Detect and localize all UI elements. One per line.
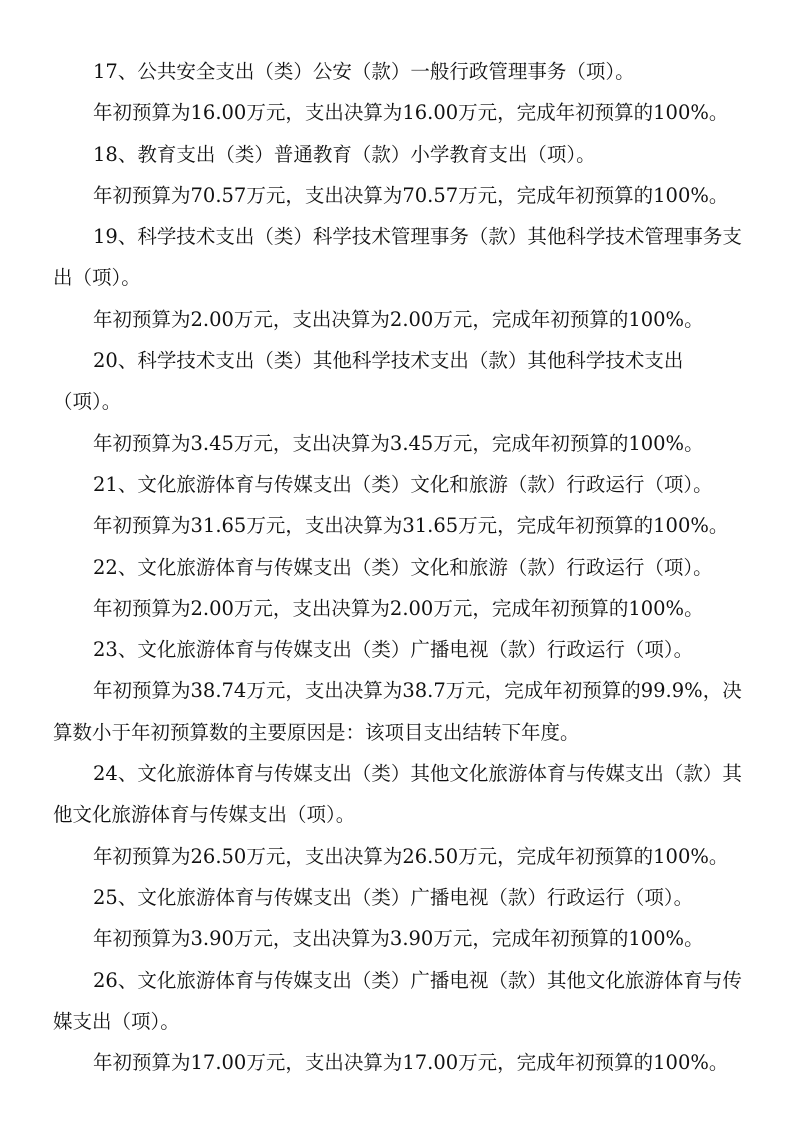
item-23-budget: 年初预算为38.74万元，支出决算为38.7万元，完成年初预算的99.9%，决算数小于年初预算数的主要原因是：该项目支出结转下年度。 xyxy=(53,679,742,744)
item-17-heading: 17、公共安全支出（类）公安（款）一般行政管理事务（项）。 xyxy=(93,60,635,83)
item-20-heading: 20、科学技术支出（类）其他科学技术支出（款）其他科学技术支出（项）。 xyxy=(53,349,684,414)
item-22-budget: 年初预算为2.00万元，支出决算为2.00万元，完成年初预算的100%。 xyxy=(93,596,704,620)
item-24-heading: 24、文化旅游体育与传媒支出（类）其他文化旅游体育与传媒支出（款）其他文化旅游体育与传媒支出（项）。 xyxy=(53,762,742,827)
item-17-budget: 年初预算为16.00万元，支出决算为16.00万元，完成年初预算的100%。 xyxy=(93,101,729,125)
item-26-budget: 年初预算为17.00万元，支出决算为17.00万元，完成年初预算的100%。 xyxy=(93,1051,729,1075)
item-21-budget: 年初预算为31.65万元，支出决算为31.65万元，完成年初预算的100%。 xyxy=(93,514,729,538)
item-26-heading: 26、文化旅游体育与传媒支出（类）广播电视（款）其他文化旅游体育与传媒支出（项）。 xyxy=(53,968,742,1033)
item-25-budget: 年初预算为3.90万元，支出决算为3.90万元，完成年初预算的100%。 xyxy=(93,927,704,951)
item-19-heading: 19、科学技术支出（类）科学技术管理事务（款）其他科学技术管理事务支出（项）。 xyxy=(53,225,742,290)
item-23-heading: 23、文化旅游体育与传媒支出（类）广播电视（款）行政运行（项）。 xyxy=(93,638,694,662)
item-19-budget: 年初预算为2.00万元，支出决算为2.00万元，完成年初预算的100%。 xyxy=(93,307,704,331)
document-body xyxy=(53,51,748,1083)
item-18-heading: 18、教育支出（类）普通教育（款）小学教育支出（项）。 xyxy=(93,142,596,166)
item-18-budget: 年初预算为70.57万元，支出决算为70.57万元，完成年初预算的100%。 xyxy=(93,183,729,207)
item-22-heading: 22、文化旅游体育与传媒支出（类）文化和旅游（款）行政运行（项）。 xyxy=(93,555,713,579)
item-21-heading: 21、文化旅游体育与传媒支出（类）文化和旅游（款）行政运行（项）。 xyxy=(93,472,713,496)
item-24-budget: 年初预算为26.50万元，支出决算为26.50万元，完成年初预算的100%。 xyxy=(93,844,729,868)
item-25-heading: 25、文化旅游体育与传媒支出（类）广播电视（款）行政运行（项）。 xyxy=(93,885,694,909)
item-20-budget: 年初预算为3.45万元，支出决算为3.45万元，完成年初预算的100%。 xyxy=(93,431,704,455)
